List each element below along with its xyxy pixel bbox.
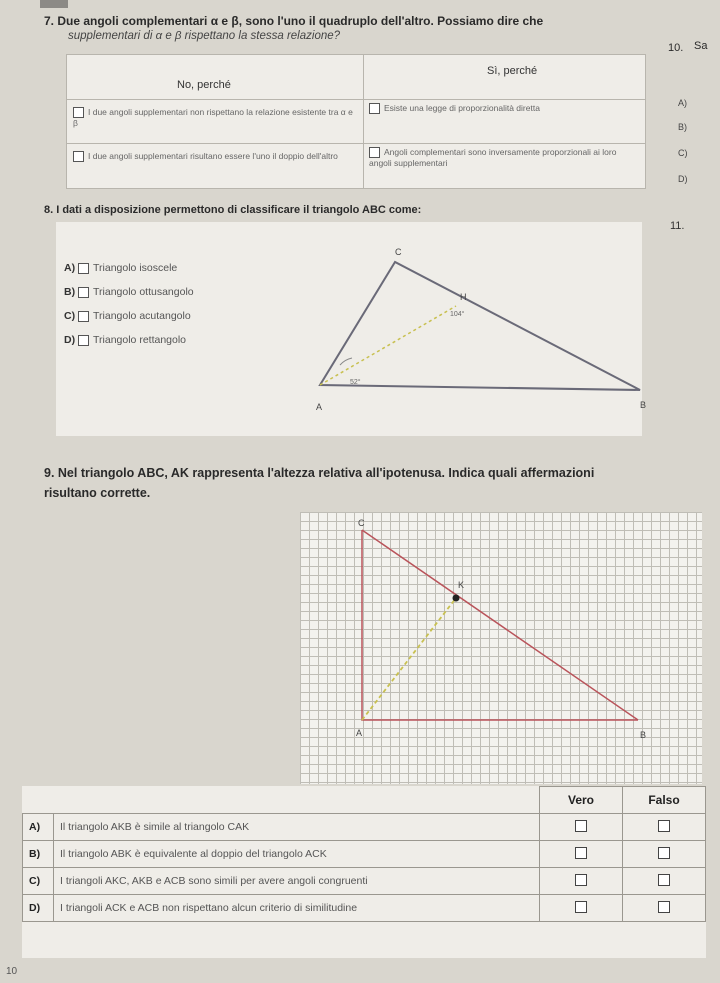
q8-label-a: A: [316, 402, 323, 412]
vero-checkbox[interactable]: [575, 901, 587, 913]
q7-checkbox[interactable]: [369, 103, 380, 114]
vero-checkbox[interactable]: [575, 874, 587, 886]
row-letter: B): [23, 841, 54, 868]
q8-altitude-ah: [320, 306, 456, 385]
q7-col-si: Sì, perché: [487, 65, 538, 77]
falso-checkbox[interactable]: [658, 874, 670, 886]
q9-hypotenuse: [362, 530, 638, 720]
row-letter: D): [23, 895, 54, 922]
table-header-row: [23, 787, 706, 814]
q9-point-k: [453, 595, 460, 602]
q9-label-b: B: [640, 730, 647, 740]
table-row: [23, 895, 706, 922]
q8-option-d[interactable]: D) Triangolo rettangolo: [64, 334, 187, 346]
q7-checkbox[interactable]: [73, 151, 84, 162]
falso-checkbox[interactable]: [658, 820, 670, 832]
q8-checkbox[interactable]: [78, 335, 89, 346]
row-letter: C): [23, 868, 54, 895]
q7-text-line2: supplementari di α e β rispettano la stessa relazione?: [68, 30, 341, 42]
q10-letter-c: C): [678, 148, 688, 158]
q8-checkbox[interactable]: [78, 263, 89, 274]
q7-option-si-2: Angoli complementari sono inversamente proporzionali ai loro angoli supplementari: [369, 147, 617, 169]
q10-partial-text: Sa: [694, 40, 708, 52]
q10-letter-b: B): [678, 122, 687, 132]
q8-label-h: H: [460, 292, 467, 302]
q9-label-k: K: [458, 580, 465, 590]
q8-angle-label-2: 52°: [350, 379, 361, 386]
header-mark: [40, 0, 68, 8]
header-vero: Vero: [540, 787, 623, 814]
row-text: Il triangolo ABK è equivalente al doppio del triangolo ACK: [54, 841, 540, 868]
q10-letter-a: A): [678, 98, 687, 108]
q7-text-line1: 7. Due angoli complementari α e β, sono l'uno il quadruplo dell'altro. Possiamo dire che: [44, 14, 544, 28]
falso-checkbox[interactable]: [658, 901, 670, 913]
vero-checkbox[interactable]: [575, 847, 587, 859]
page-number: 10: [6, 966, 18, 977]
row-text: I triangoli AKC, AKB e ACB sono simili per avere angoli congruenti: [54, 868, 540, 895]
row-letter: A): [23, 814, 54, 841]
q8-label-c: C: [395, 247, 402, 257]
q8-label-b: B: [640, 400, 647, 410]
header-falso: Falso: [623, 787, 706, 814]
q8-triangle-abc: [320, 262, 640, 390]
table-row: [23, 868, 706, 895]
q10-number: 10.: [668, 42, 684, 54]
q9-text-line2: risultano corrette.: [44, 486, 151, 500]
q7-col-no: No, perché: [177, 79, 231, 91]
q8-option-c[interactable]: C) Triangolo acutangolo: [64, 310, 191, 322]
q7-checkbox[interactable]: [369, 147, 380, 158]
q8-option-a[interactable]: A) Triangolo isoscele: [64, 262, 178, 274]
q10-letter-d: D): [678, 174, 688, 184]
q11-number: 11.: [670, 220, 685, 232]
q9-true-false-panel: [22, 786, 706, 958]
q8-triangle-figure: [280, 240, 650, 430]
q8-option-b[interactable]: B) Triangolo ottusangolo: [64, 286, 194, 298]
row-text: Il triangolo AKB è simile al triangolo CAK: [54, 814, 540, 841]
q9-altitude-ak: [362, 598, 456, 720]
q7-checkbox[interactable]: [73, 107, 84, 118]
table-row: [23, 841, 706, 868]
q8-text: 8. I dati a disposizione permettono di classificare il triangolo ABC come:: [44, 204, 422, 216]
q7-table: [66, 54, 646, 189]
q7-option-no-2: I due angoli supplementari risultano essere l'uno il doppio dell'altro: [73, 151, 355, 162]
q7-option-si-1: Esiste una legge di proporzionalità diretta: [369, 103, 639, 114]
q9-label-a: A: [356, 728, 363, 738]
vero-checkbox[interactable]: [575, 820, 587, 832]
q9-grid-figure: [300, 512, 702, 784]
q9-true-false-table: [22, 786, 706, 922]
q8-checkbox[interactable]: [78, 311, 89, 322]
falso-checkbox[interactable]: [658, 847, 670, 859]
q8-angle-arc: [340, 358, 352, 365]
q7-option-no-1: I due angoli supplementari non rispettano la relazione esistente tra α e β: [73, 107, 353, 129]
q9-label-c: C: [358, 518, 365, 528]
table-row: [23, 814, 706, 841]
q8-checkbox[interactable]: [78, 287, 89, 298]
q9-text-line1: 9. Nel triangolo ABC, AK rappresenta l'altezza relativa all'ipotenusa. Indica quali affermazioni: [44, 466, 595, 480]
q8-angle-label-1: 104°: [450, 311, 465, 318]
row-text: I triangoli ACK e ACB non rispettano alcun criterio di similitudine: [54, 895, 540, 922]
